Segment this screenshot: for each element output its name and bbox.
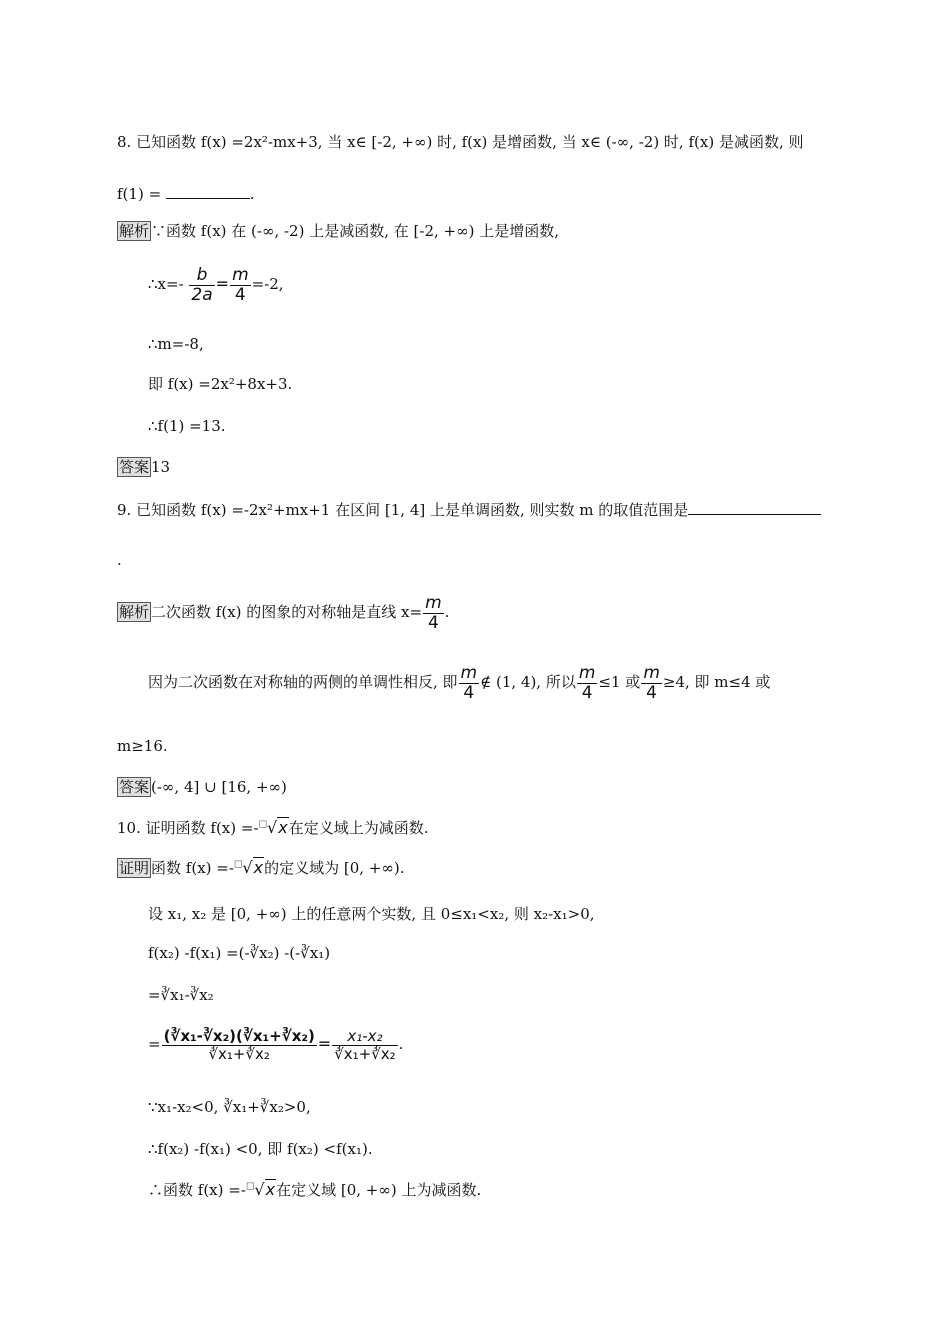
q9-analysis-line2 xyxy=(148,664,770,702)
fraction-b-over-2a xyxy=(189,266,214,304)
answer-tag: 答案 xyxy=(119,458,150,476)
fraction-m-over-4 xyxy=(423,594,444,632)
q9-answer-blank xyxy=(688,500,821,515)
q8-answer-blank xyxy=(166,184,250,199)
frac-numerator: m xyxy=(643,663,660,683)
q10-stem xyxy=(117,818,428,837)
q8-analysis-text: ∵函数 f(x) 在 (-∞, -2) 上是减函数, 在 [-2, +∞) 上是增函数, xyxy=(151,222,559,240)
q8-result: ∴f(1) =13. xyxy=(148,417,226,435)
q8-stem: 8. 已知函数 f(x) =2x²-mx+3, 当 x∈ [-2, +∞) 时, f(x) 是增函数, 当 x∈ (-∞, -2) 时, f(x) 是减函数, 则 xyxy=(117,133,804,151)
fraction-m-over-4 xyxy=(459,664,480,702)
q8-function: 即 f(x) =2x²+8x+3. xyxy=(148,375,293,393)
q9-answer xyxy=(117,778,287,796)
q9-l2-text-a: 因为二次函数在对称轴的两侧的单调性相反, 即 xyxy=(148,673,458,692)
q10-p1a: 函数 f(x) =- xyxy=(151,859,234,877)
q9-analysis-line1: 解析 二次函数 f(x) 的图象的对称轴是直线 x= $\frac{m}{4}$ . xyxy=(119,593,450,633)
frac-numerator: m xyxy=(232,265,249,285)
q8-axis-formula: ∴x=- $\frac{b}{2a}$ = $\frac{m}{4}$ =-2, xyxy=(148,265,284,305)
q10-proof-line2: 设 x₁, x₂ 是 [0, +∞) 上的任意两个实数, 且 0≤x₁<x₂, 则 x₂-x₁>0, xyxy=(148,905,595,923)
q8-axis-suffix: =-2, xyxy=(251,275,284,294)
radicand: x xyxy=(278,818,288,837)
q10-p1b: 的定义域为 [0, +∞). xyxy=(264,859,405,877)
q9-stem xyxy=(117,500,821,519)
q8-stem-line2: f(1) = . xyxy=(117,185,255,203)
answer-value: 13 xyxy=(151,458,171,476)
frac-numerator: m xyxy=(578,663,596,683)
cube-root: □√x xyxy=(245,1180,276,1199)
frac-denominator: 4 xyxy=(234,284,246,305)
q8-axis-prefix: ∴x=- xyxy=(148,275,184,294)
frac-numerator: m xyxy=(460,663,478,683)
q10-p8a: ∴函数 f(x) =- xyxy=(148,1181,246,1199)
proof-tag: 证明 xyxy=(119,859,150,877)
fraction-m-over-4 xyxy=(577,664,598,702)
frac-denominator: ∛x₁+∛x₂ xyxy=(208,1044,270,1063)
analysis-tag: 解析 xyxy=(119,603,150,622)
frac-denominator: 4 xyxy=(581,682,593,703)
q9-l2-text-b: ∉ (1, 4), 所以 xyxy=(480,673,576,692)
q9-analysis-line3: m≥16. xyxy=(117,737,168,755)
q10-stem-b: 在定义域上为减函数. xyxy=(288,819,429,837)
fraction-m-over-4 xyxy=(641,664,662,702)
fraction-m-over-4 xyxy=(230,266,251,304)
frac-numerator: x₁-x₂ xyxy=(332,1028,397,1046)
frac-numerator: b xyxy=(189,266,214,286)
cube-root: □√x xyxy=(233,858,264,877)
fraction-expanded xyxy=(162,1028,317,1062)
analysis-tag: 解析 xyxy=(119,222,150,240)
answer-value: (-∞, 4] ∪ [16, +∞) xyxy=(151,778,287,796)
frac-numerator: (∛x₁-∛x₂)(∛x₁+∛x₂) xyxy=(163,1027,315,1045)
fraction-simplified xyxy=(332,1028,397,1062)
frac-denominator: 4 xyxy=(427,612,439,633)
q9-l2-text-d: ≥4, 即 m≤4 或 xyxy=(662,673,771,692)
q10-proof-line5: = $\frac{\text{(∛x₁-∛x₂)(∛x₁+∛x₂)}}{\text{∛x₁+∛x₂}}$ = $\frac{\text{x₁-x₂}}{\text{∛x₁+∛x₂}}$ . xyxy=(148,1027,404,1063)
q9-stem-text: 9. 已知函数 f(x) =-2x²+mx+1 在区间 [1, 4] 上是单调函数, 则实数 m 的取值范围是 xyxy=(117,501,689,519)
frac-denominator: ∛x₁+∛x₂ xyxy=(334,1044,396,1063)
q10-proof-line3: f(x₂) -f(x₁) =(-∛x₂) -(-∛x₁) xyxy=(148,944,331,962)
q10-proof-line7: ∴f(x₂) -f(x₁) <0, 即 f(x₂) <f(x₁). xyxy=(148,1140,373,1158)
q9-l2-text-c: ≤1 或 xyxy=(598,673,641,692)
q8-answer xyxy=(117,458,170,476)
q10-proof-line1 xyxy=(117,858,404,877)
radicand: x xyxy=(253,858,264,877)
q9-analysis-text: 二次函数 f(x) 的图象的对称轴是直线 x= xyxy=(151,603,423,622)
frac-numerator: m xyxy=(425,593,442,613)
radicand: x xyxy=(265,1180,276,1199)
q10-proof-line6: ∵x₁-x₂<0, ∛x₁+∛x₂>0, xyxy=(148,1098,311,1116)
q8-m-value: ∴m=-8, xyxy=(148,335,204,353)
q10-proof-line8 xyxy=(148,1180,481,1199)
frac-denominator: 4 xyxy=(646,682,657,703)
frac-denominator: 2a xyxy=(191,284,213,305)
answer-tag: 答案 xyxy=(119,778,150,796)
q10-proof-line4: =∛x₁-∛x₂ xyxy=(148,986,214,1004)
q8-f1: f(1) = xyxy=(117,185,162,203)
cube-root: □√x xyxy=(258,818,288,837)
q9-stem-dot: . xyxy=(117,551,122,569)
q8-analysis-line1 xyxy=(117,222,559,240)
q10-p8b: 在定义域 [0, +∞) 上为减函数. xyxy=(276,1181,482,1199)
frac-denominator: 4 xyxy=(463,682,475,703)
q10-stem-a: 10. 证明函数 f(x) =- xyxy=(117,819,259,837)
